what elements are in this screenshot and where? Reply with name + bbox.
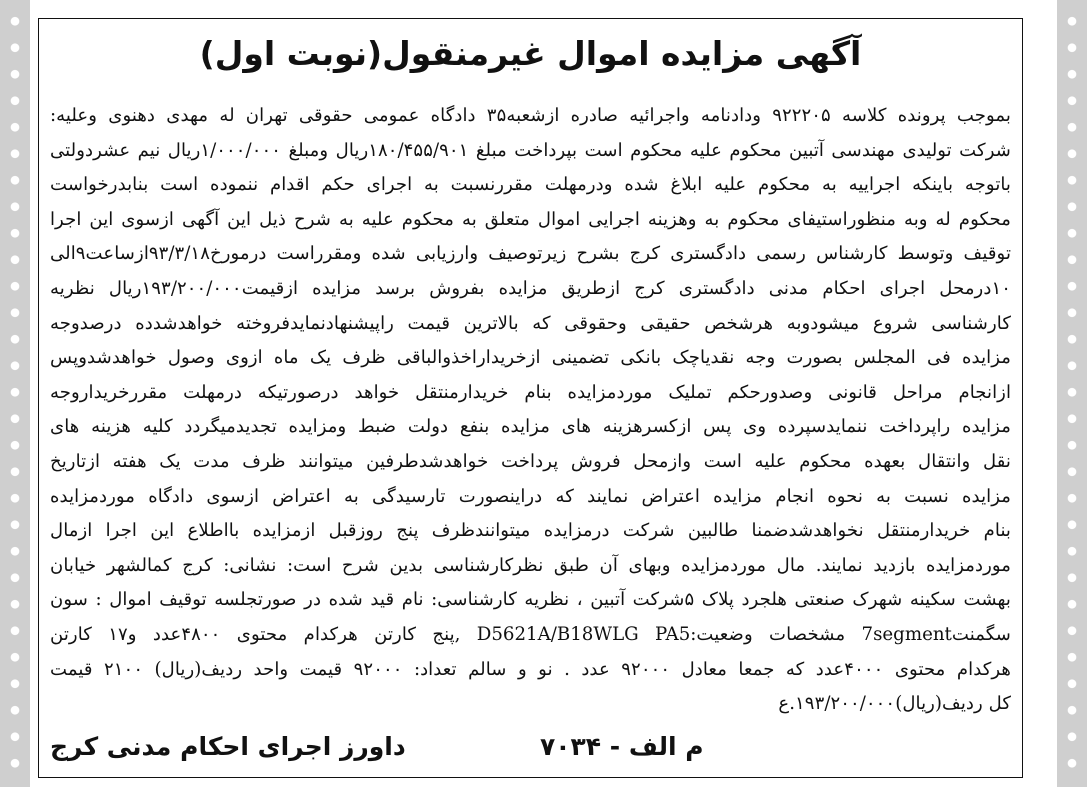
notice-text-line: مزایده فی المجلس بصورت وجه نقدیاچک بانکی تضمینی ازخریداراخذوالباقی ظرف یک ماه ازوی وصول خواهدشدوپس bbox=[50, 347, 1011, 369]
notice-text-line: هرکدام محتوی ۴۰۰۰عدد که جمعا معادل ۹۲۰۰۰ عدد . نو و سالم تعداد: ۹۲۰۰۰ قیمت واحد ردیف(ریال) ۲۱۰۰ قیمت bbox=[50, 658, 1011, 680]
notice-text-line: بهشت سکینه شهرک صنعتی هلجرد پلاک ۵شرکت آتبین ، نظریه کارشناسی: نام قید شده در صورتجلسه توقیف اموال : سون bbox=[50, 589, 1011, 611]
right-tractor-feed-strip bbox=[1057, 0, 1087, 787]
notice-text-line: مزایده راپرداخت ننمایدسپرده وی پس ازکسرهزینه های مزایده بنفع دولت ضبط ومزایده تجدیدمیگردد کلیه هزینه های bbox=[50, 416, 1011, 438]
left-tractor-feed-strip bbox=[0, 0, 30, 787]
notice-reference-number: م الف - ۷۰۳۴ bbox=[540, 732, 704, 761]
notice-text-line: سگمنت7segment مشخصات وضعیت:D5621A/B18WLG PA5 ,پنج کارتن هرکدام محتوی ۴۸۰۰عدد و۱۷ کارتن bbox=[50, 623, 1011, 645]
notice-text-line: محکوم له وبه منظوراستیفای محکوم به وهزینه اجرایی اموال متعلق به محکوم علیه به شرح ذیل این آگهی ازسوی این اجرا bbox=[50, 208, 1011, 230]
notice-text-line: نقل وانتقال بعهده محکوم علیه است وازمحل فروش پرداخت خواهدشدطرفین میتوانند ظرف مدت یک هفته ازتاریخ bbox=[50, 450, 1011, 472]
notice-text-line: کل ردیف(ریال)۱۹۳/۲۰۰/۰۰۰.ع bbox=[778, 693, 1011, 715]
notice-text-line: کارشناسی شروع میشودوبه هرشخص حقیقی وحقوقی که بالاترین قیمت راپیشنهادنمایدفروخته خواهدشدده درصدوجه bbox=[50, 312, 1011, 334]
notice-text-line: بموجب پرونده کلاسه ۹۲۲۲۰۵ ودادنامه واجرائیه صادره ازشعبه۳۵ دادگاه عمومی حقوقی تهران له مهدی دهنوی وعلیه: bbox=[50, 105, 1011, 126]
notice-title: آگهی مزایده اموال غیرمنقول(نوبت اول) bbox=[199, 34, 862, 73]
notice-text-line: باتوجه باینکه اجراییه به محکوم علیه ابلاغ شده ودرمهلت مقررنسبت به اجرای حکم اقدام ننموده است بنابدرخواست bbox=[50, 174, 1011, 196]
notice-text-line: ازانجام مراحل قانونی وصدورحکم تملیک موردمزایده بنام خریدارمنتقل خواهد درصورتیکه درمهلت مقررخریداروجه bbox=[50, 381, 1011, 403]
notice-text-line: موردمزایده بازدید نمایند. مال موردمزایده وبهای آن طبق نظرکارشناسی بدین شرح است: نشانی: کرج کمالشهر خیابان bbox=[50, 554, 1011, 576]
notice-text-line: مزایده نسبت به نحوه انجام مزایده اعتراض نمایند که دراینصورت تارسیدگی به اعتراض ازسوی دادگاه موردمزایده bbox=[50, 485, 1011, 507]
notice-body bbox=[50, 99, 1011, 722]
notice-text-line: بنام خریدارمنتقل نخواهدشدضمنا طالبین شرکت درمزایده میتوانندظرف پنج روزقبل ازمزایده بااطلاع این اجرا ازمال bbox=[50, 520, 1011, 542]
notice-signature: داورز اجرای احکام مدنی کرج bbox=[50, 732, 406, 761]
notice-text-line: ۱۰درمحل اجرای احکام مدنی دادگستری کرج ازطریق مزایده بفروش برسد مزایده ازقیمت۱۹۳/۲۰۰/۰۰۰ریال نظریه bbox=[50, 277, 1011, 299]
notice-text-line: توقیف وتوسط کارشناس رسمی دادگستری کرج بشرح زیرتوصیف وارزیابی شده ومقرراست درمورخ۹۳/۳/۱۸ازساعت۹الی bbox=[50, 243, 1011, 265]
notice-text-line: شرکت تولیدی مهندسی آتبین محکوم علیه محکوم است بپرداخت مبلغ ۱۸۰/۴۵۵/۹۰۱ریال ومبلغ ۱/۰۰۰/۰۰۰ریال نیم عشردولتی bbox=[50, 139, 1011, 161]
